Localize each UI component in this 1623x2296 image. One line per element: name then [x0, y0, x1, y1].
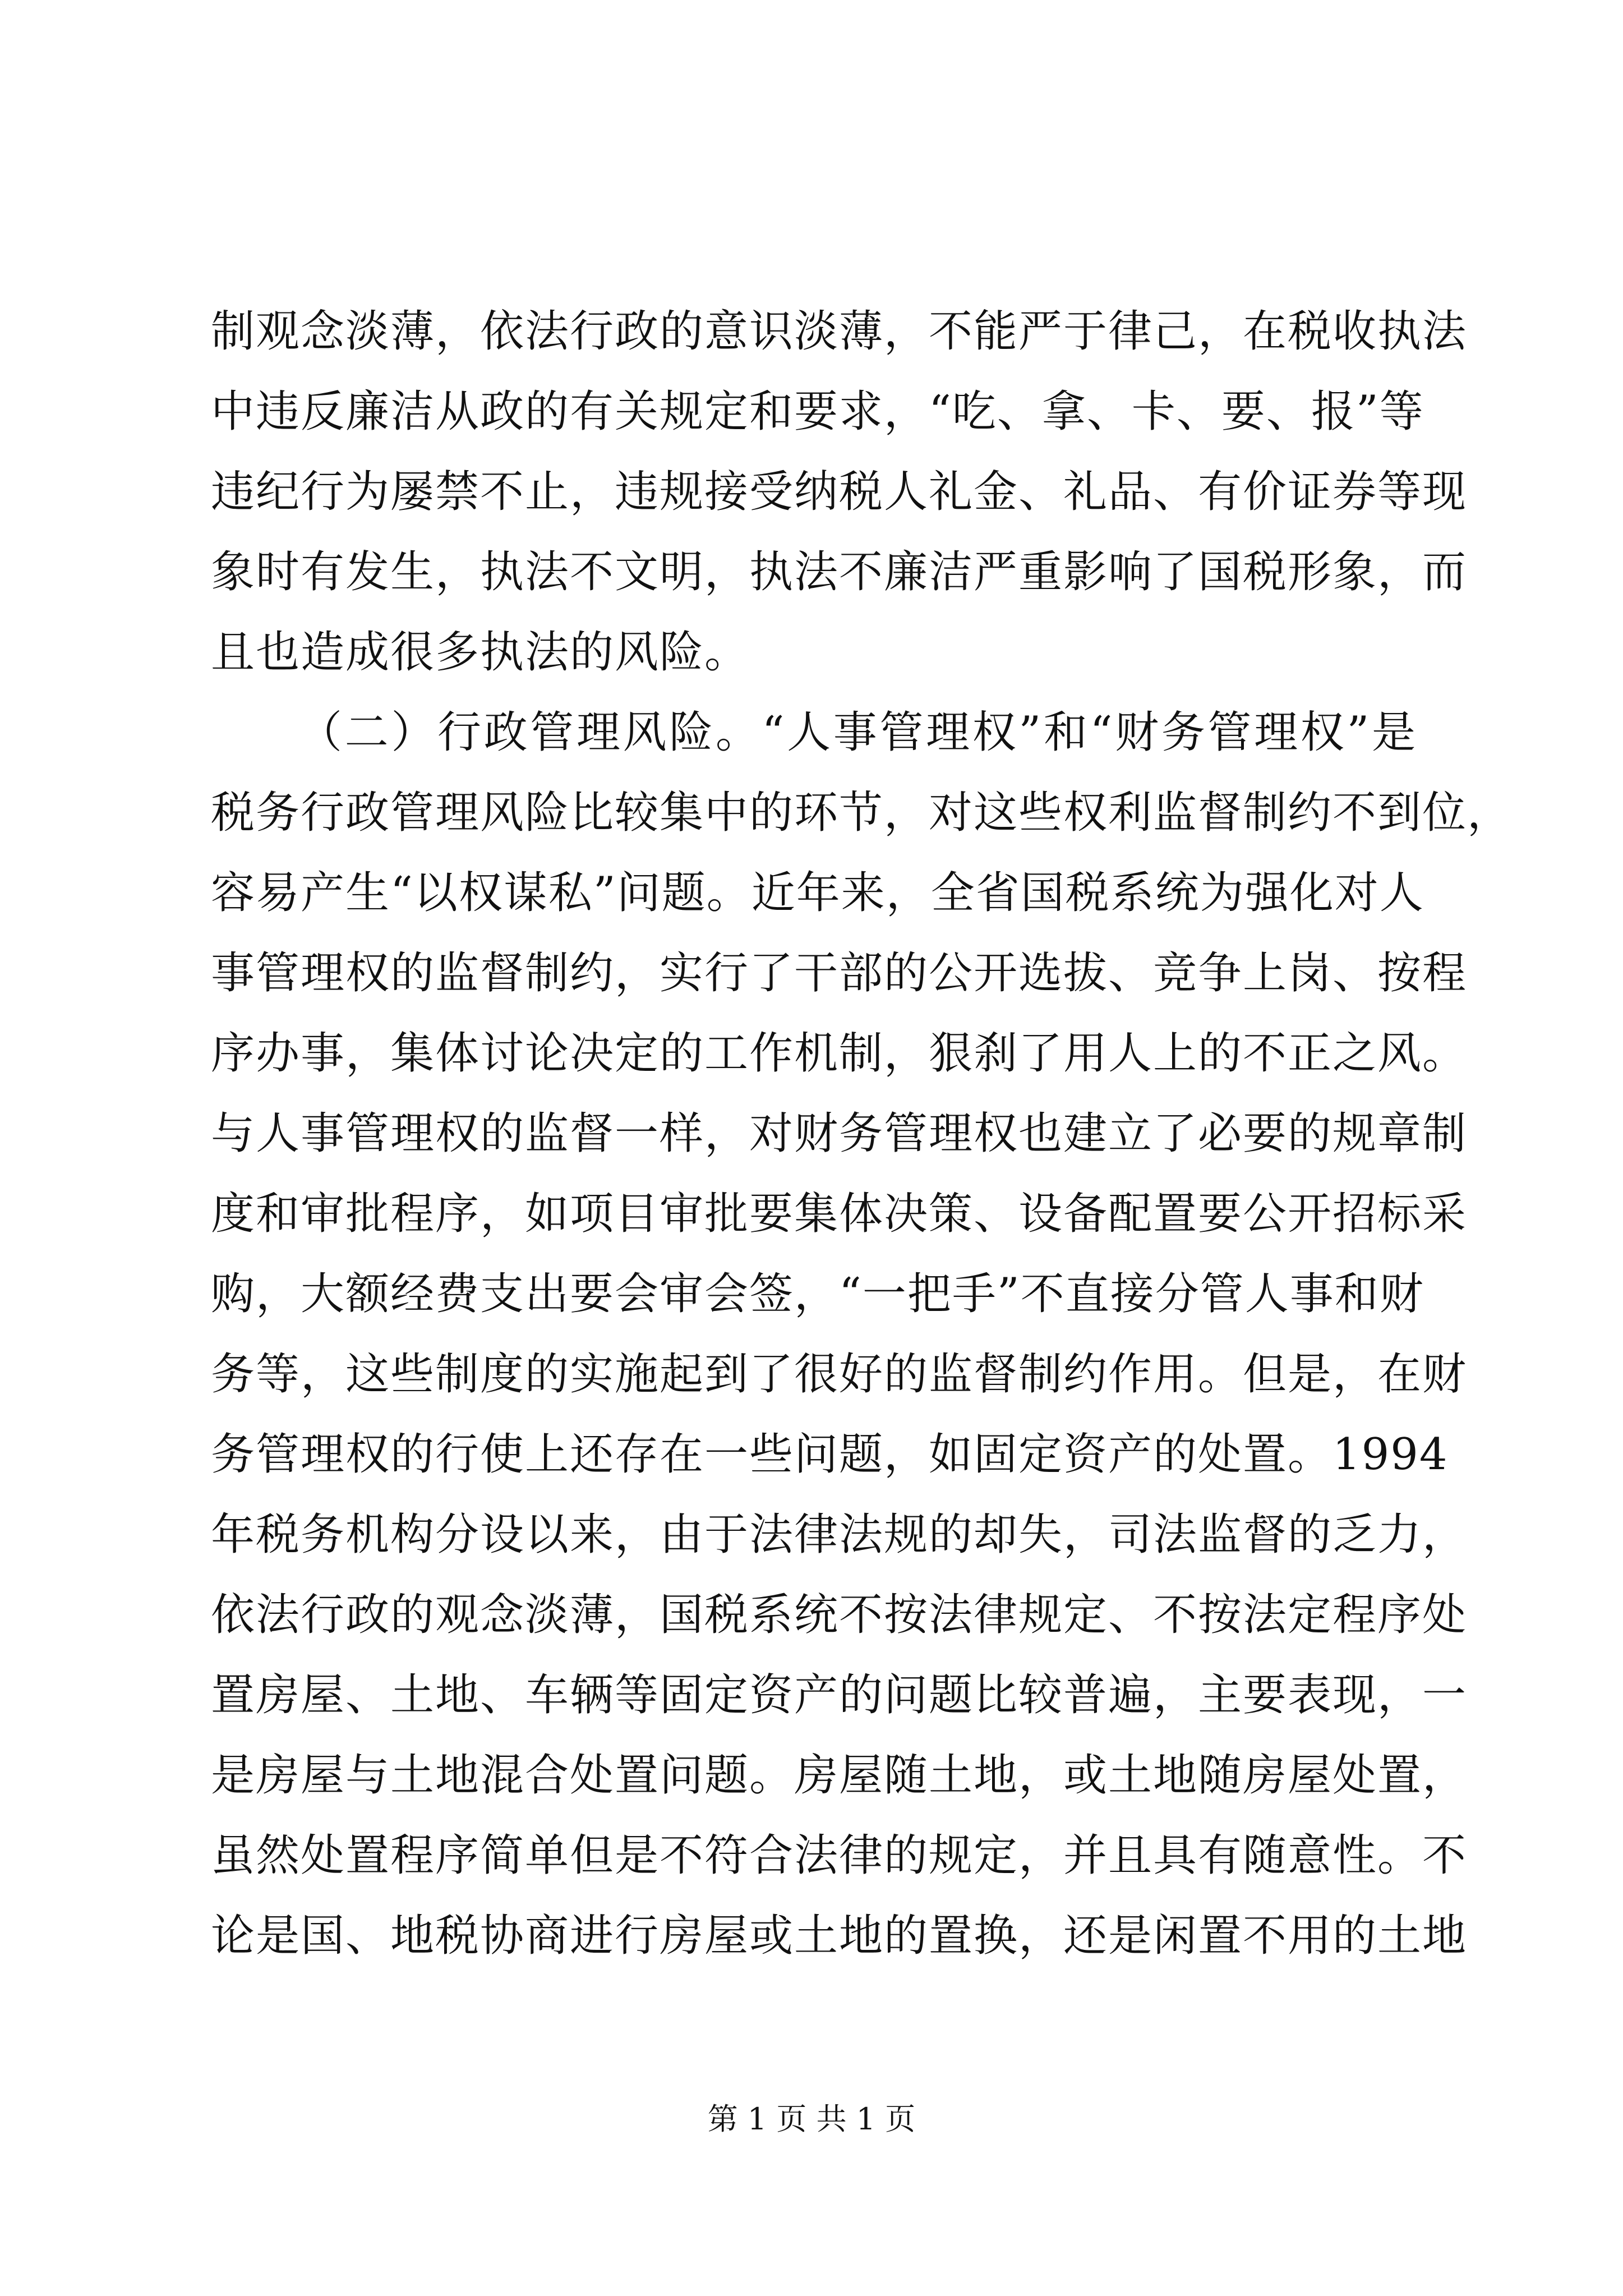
- text-line: 违纪行为屡禁不止，违规接受纳税人礼金、礼品、有价证券等现: [211, 467, 1468, 517]
- text-line: （二）行政管理风险。“人事管理权”和“财务管理权”是: [298, 707, 1417, 758]
- text-line: 容易产生“以权谋私”问题。近年来，全省国税系统为强化对人: [211, 868, 1424, 918]
- text-line: 度和审批程序，如项目审批要集体决策、设备配置要公开招标采: [211, 1189, 1468, 1239]
- text-line: 论是国、地税协商进行房屋或土地的置换，还是闲置不用的土地: [211, 1911, 1468, 1961]
- text-line: 购，大额经费支出要会审会签，“一把手”不直接分管人事和财: [211, 1269, 1424, 1319]
- text-line: 序办事，集体讨论决定的工作机制，狠刹了用人上的不正之风。: [211, 1028, 1468, 1079]
- text-line: 象时有发生，执法不文明，执法不廉洁严重影响了国税形象，而: [211, 547, 1468, 597]
- page-footer: [0, 2097, 1623, 2142]
- text-line: 与人事管理权的监督一样，对财务管理权也建立了必要的规章制: [211, 1108, 1468, 1159]
- text-line: 年税务机构分设以来，由于法律法规的却失，司法监督的乏力，: [211, 1510, 1468, 1560]
- text-line: 务等，这些制度的实施起到了很好的监督制约作用。但是，在财: [211, 1349, 1468, 1400]
- text-line: 置房屋、土地、车辆等固定资产的问题比较普遍，主要表现，一: [211, 1670, 1468, 1720]
- text-line: 依法行政的观念淡薄，国税系统不按法律规定、不按法定程序处: [211, 1590, 1468, 1640]
- text-line: 虽然处置程序简单但是不符合法律的规定，并且具有随意性。不: [211, 1830, 1468, 1881]
- text-line: 税务行政管理风险比较集中的环节，对这些权利监督制约不到位，: [211, 788, 1513, 838]
- text-line: 中违反廉洁从政的有关规定和要求，“吃、拿、卡、要、报”等: [211, 386, 1424, 437]
- text-line: 制观念淡薄，依法行政的意识淡薄，不能严于律己，在税收执法: [211, 306, 1468, 357]
- text-line: 事管理权的监督制约，实行了干部的公开选拔、竞争上岗、按程: [211, 948, 1468, 999]
- text-line: 务管理权的行使上还存在一些问题，如固定资产的处置。1994: [211, 1429, 1449, 1480]
- text-line: 且也造成很多执法的风险。: [211, 627, 750, 678]
- text-line: 是房屋与土地混合处置问题。房屋随土地，或土地随房屋处置，: [211, 1750, 1468, 1801]
- page-number-label: 第 1 页 共 1 页: [707, 2101, 916, 2137]
- document-body: [211, 292, 1513, 1976]
